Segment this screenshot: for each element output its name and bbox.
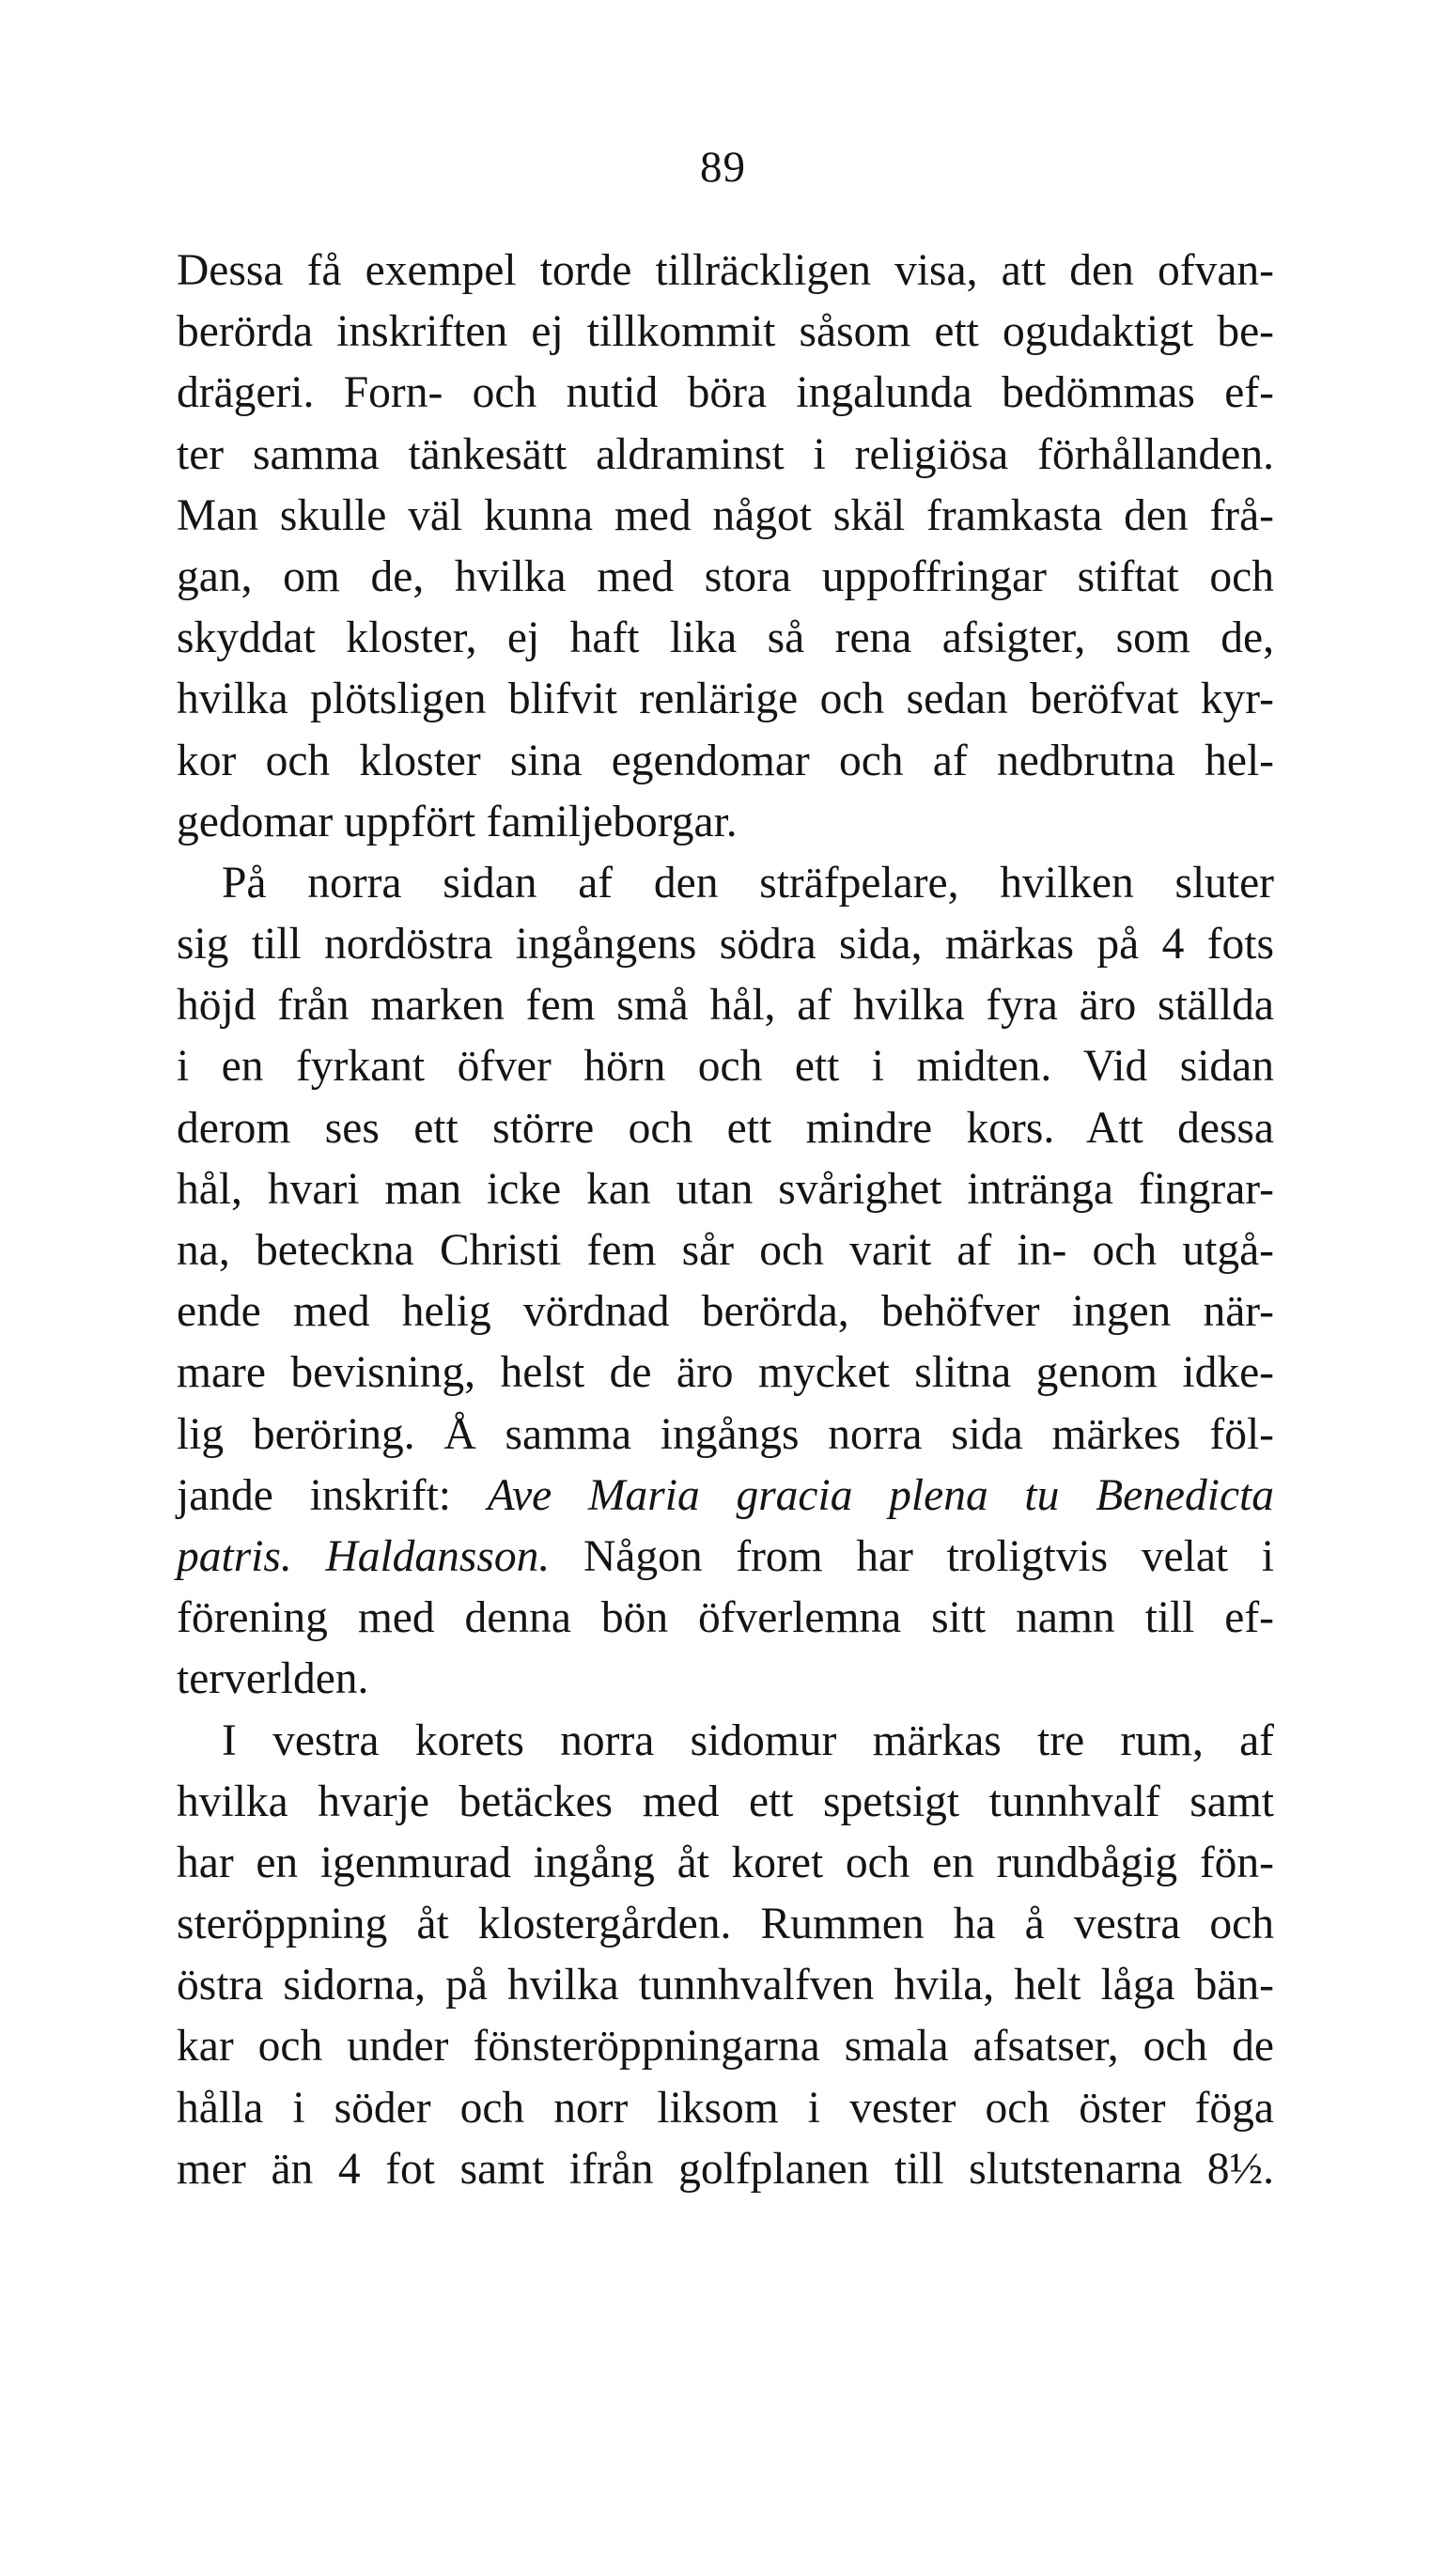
text-segment: östra sidorna, på hvilka tunnhvalfven hvila, helt låga bän-	[177, 1961, 1274, 2010]
text-line	[177, 2016, 1274, 2077]
text-line	[177, 1036, 1274, 1097]
text-segment: kor och kloster sina egendomar och af nedbrutna hel-	[177, 736, 1274, 785]
text-line	[177, 914, 1274, 975]
text-line	[177, 1527, 1274, 1588]
text-line	[177, 425, 1274, 486]
text-line	[177, 1404, 1274, 1466]
text-segment: steröppning åt klostergården. Rummen ha å vestra och	[177, 1900, 1274, 1949]
text-segment: na, beteckna Christi fem sår och varit af in- och utgå-	[177, 1226, 1274, 1275]
text-segment: mer än 4 fot samt ifrån golfplanen till slutstenarna 8½.	[177, 2144, 1274, 2194]
text-segment: har en igenmurad ingång åt koret och en rundbågig fön-	[177, 1838, 1274, 1887]
italic-text: patris. Haldansson.	[177, 1531, 551, 1581]
text-line	[177, 608, 1274, 669]
page-number: 89	[700, 143, 746, 192]
italic-text: Ave Maria gracia plena tu Benedicta	[487, 1470, 1274, 1520]
text-segment: I vestra korets norra sidomur märkas tre rum, af	[222, 1715, 1274, 1765]
text-segment: hvilka hvarje betäckes med ett spetsigt tunnhvalf samt	[177, 1777, 1274, 1826]
text-segment: terverlden.	[177, 1654, 369, 1704]
text-line	[177, 1159, 1274, 1220]
text-line	[177, 547, 1274, 608]
text-line	[177, 2139, 1274, 2200]
text-segment: förening med denna bön öfverlemna sitt namn till ef-	[177, 1593, 1274, 1643]
text-segment: drägeri. Forn- och nutid böra ingalunda bedömmas ef-	[177, 368, 1274, 418]
text-line	[177, 792, 1274, 853]
text-line	[177, 2078, 1274, 2139]
text-line	[177, 1220, 1274, 1281]
text-line	[177, 853, 1274, 914]
text-line	[177, 975, 1274, 1036]
text-segment: ende med helig vördnad berörda, behöfver ingen när-	[177, 1287, 1274, 1337]
text-line	[177, 1281, 1274, 1342]
text-segment: Man skulle väl kunna med något skäl framkasta den frå-	[177, 490, 1274, 540]
text-segment: kar och under fönsteröppningarna smala afsatser, och de	[177, 2022, 1274, 2072]
text-line	[177, 486, 1274, 547]
text-line	[177, 1894, 1274, 1955]
text-line	[177, 1711, 1274, 1772]
text-segment: i en fyrkant öfver hörn och ett i midten. Vid sidan	[177, 1042, 1274, 1092]
text-segment: Dessa få exempel torde tillräckligen visa, att den ofvan-	[177, 246, 1274, 295]
text-line	[177, 1772, 1274, 1833]
text-segment: jande inskrift:	[177, 1470, 488, 1520]
text-segment: derom ses ett större och ett mindre kors. Att dessa	[177, 1103, 1274, 1153]
text-line	[177, 1466, 1274, 1527]
text-segment: hålla i söder och norr liksom i vester och öster föga	[177, 2083, 1274, 2133]
text-line	[177, 241, 1274, 302]
text-segment: sig till nordöstra ingångens södra sida, märkas på 4 fots	[177, 920, 1274, 970]
text-segment: gan, om de, hvilka med stora uppoffringar stiftat och	[177, 551, 1274, 601]
text-line	[177, 669, 1274, 730]
text-line	[177, 1649, 1274, 1710]
text-line	[177, 1342, 1274, 1404]
text-segment: gedomar uppfört familjeborgar.	[177, 797, 738, 846]
text-segment: höjd från marken fem små hål, af hvilka fyra äro ställda	[177, 981, 1274, 1031]
text-segment: berörda inskriften ej tillkommit såsom ett ogudaktigt be-	[177, 307, 1274, 357]
text-segment: hvilka plötsligen blifvit renlärige och sedan beröfvat kyr-	[177, 675, 1274, 724]
text-segment: ter samma tänkesätt aldraminst i religiösa förhållanden.	[177, 429, 1274, 479]
text-segment: På norra sidan af den sträfpelare, hvilken sluter	[222, 858, 1274, 908]
text-line	[177, 302, 1274, 363]
paragraph-2	[177, 853, 1274, 1711]
text-line	[177, 1098, 1274, 1159]
text-segment: skyddat kloster, ej haft lika så rena afsigter, som de,	[177, 613, 1274, 663]
text-segment: mare bevisning, helst de äro mycket slitna genom idke-	[177, 1348, 1274, 1398]
paragraph-3	[177, 1711, 1274, 2201]
text-segment: Någon from har troligtvis velat i	[550, 1531, 1274, 1581]
text-line	[177, 731, 1274, 792]
text-segment: hål, hvari man icke kan utan svårighet intränga fingrar-	[177, 1164, 1274, 1214]
text-line	[177, 1833, 1274, 1894]
text-line	[177, 1588, 1274, 1649]
paragraph-1	[177, 241, 1274, 853]
text-line	[177, 1955, 1274, 2016]
body-text	[177, 241, 1274, 2200]
text-segment: lig beröring. Å samma ingångs norra sida märkes föl-	[177, 1409, 1274, 1459]
text-line	[177, 363, 1274, 424]
